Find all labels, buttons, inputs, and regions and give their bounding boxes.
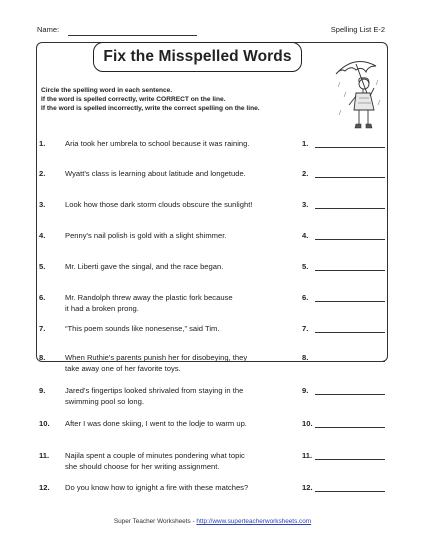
question-line: swimming pool so long.: [65, 397, 144, 406]
answer-line[interactable]: [315, 147, 385, 148]
answer-number: 12.: [302, 483, 313, 492]
answer-number: 4.: [302, 231, 309, 240]
question-number: 12.: [39, 483, 50, 492]
answer-number: 2.: [302, 169, 309, 178]
answer-number: 5.: [302, 262, 309, 271]
question-text: [65, 168, 325, 179]
question-text: [65, 292, 325, 314]
instruction-line: Circle the spelling word in each sentence.: [41, 87, 173, 94]
answer-line[interactable]: [315, 208, 385, 209]
answer-number: 9.: [302, 386, 309, 395]
answer-line[interactable]: [315, 459, 385, 460]
question-line: she should choose for her writing assignment.: [65, 462, 220, 471]
answer-line[interactable]: [315, 270, 385, 271]
question-line: Mr. Liberti gave the singal, and the race began.: [65, 262, 224, 271]
question-line: take away one of her favorite toys.: [65, 364, 181, 373]
answer-line[interactable]: [315, 361, 385, 362]
question-line: it had a broken prong.: [65, 304, 139, 313]
question-number: 2.: [39, 169, 46, 178]
question-text: [65, 482, 325, 493]
question-text: [65, 418, 325, 429]
answer-line[interactable]: [315, 239, 385, 240]
answer-number: 1.: [302, 139, 309, 148]
footer-separator: -: [190, 518, 197, 525]
page-title: Fix the Misspelled Words: [93, 42, 302, 72]
question-text: [65, 261, 325, 272]
instruction-line: If the word is spelled incorrectly, write the correct spelling on the line.: [41, 105, 260, 113]
question-text: [65, 138, 325, 149]
question-line: Look how those dark storm clouds obscure the sunlight!: [65, 200, 253, 209]
question-number: 5.: [39, 262, 46, 271]
answer-number: 10.: [302, 419, 313, 428]
answer-number: 3.: [302, 200, 309, 209]
question-number: 8.: [39, 353, 46, 362]
worksheet-header: [37, 25, 385, 39]
question-number: 10.: [39, 419, 50, 428]
answer-line[interactable]: [315, 491, 385, 492]
answer-line[interactable]: [315, 394, 385, 395]
answer-number: 11.: [302, 451, 313, 460]
answer-line[interactable]: [315, 332, 385, 333]
question-line: Mr. Randolph threw away the plastic fork because: [65, 293, 233, 302]
question-text: [65, 230, 325, 241]
question-line: Do you know how to ignight a fire with these matches?: [65, 483, 249, 492]
footer-link[interactable]: http://www.superteacherworksheets.com: [196, 518, 312, 525]
question-number: 7.: [39, 324, 46, 333]
question-text: [65, 352, 325, 374]
question-line: “This poem sounds like nonesense,” said Tim.: [65, 324, 220, 333]
footer: [0, 518, 425, 525]
question-number: 3.: [39, 200, 46, 209]
answer-line[interactable]: [315, 177, 385, 178]
girl-with-umbrella-illustration: [332, 52, 386, 130]
question-line: Aria took her umbrela to school because it was raining.: [65, 139, 250, 148]
name-line: [68, 35, 197, 36]
question-text: [65, 199, 325, 210]
question-number: 6.: [39, 293, 46, 302]
answer-number: 7.: [302, 324, 309, 333]
instructions: [41, 86, 341, 114]
question-number: 4.: [39, 231, 46, 240]
answer-number: 8.: [302, 353, 309, 362]
question-number: 1.: [39, 139, 46, 148]
question-line: Jared's fingertips looked shrivaled from staying in the: [65, 386, 244, 395]
question-text: [65, 450, 325, 472]
question-line: Wyatt's class is learning about latitude and longetude.: [65, 169, 246, 178]
question-line: When Ruthie's parents punish her for disobeying, they: [65, 353, 248, 362]
question-number: 9.: [39, 386, 46, 395]
question-text: [65, 323, 325, 334]
footer-brand: Super Teacher Worksheets: [113, 518, 191, 525]
question-line: After I was done skiing, I went to the lodje to warm up.: [65, 419, 247, 428]
answer-line[interactable]: [315, 301, 385, 302]
question-line: Penny's nail polish is gold with a slight shimmer.: [65, 231, 227, 240]
instruction-line: If the word is spelled correctly, write CORRECT on the line.: [41, 96, 226, 104]
name-label: Name:: [37, 25, 60, 34]
answer-line[interactable]: [315, 427, 385, 428]
question-number: 11.: [39, 451, 50, 460]
spelling-list-label: Spelling List E-2: [330, 25, 385, 34]
answer-number: 6.: [302, 293, 309, 302]
question-line: Najila spent a couple of minutes pondering what topic: [65, 451, 245, 460]
question-text: [65, 385, 325, 407]
